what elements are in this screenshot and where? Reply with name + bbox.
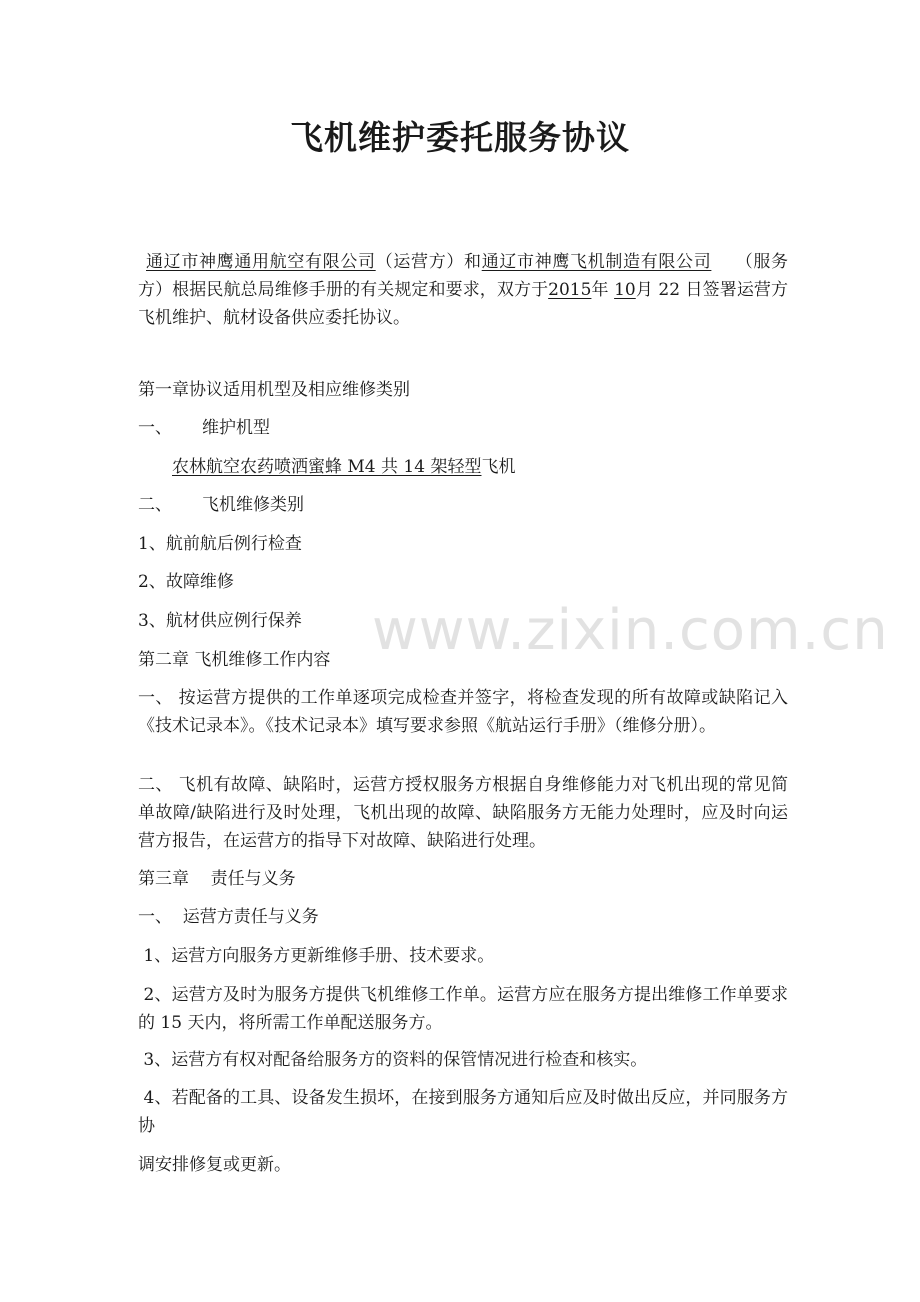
document-title: 飞机维护委托服务协议 (290, 118, 630, 157)
chapter1-section1: 一、 维护机型 (138, 418, 270, 438)
chapter1-section2: 二、 飞机维修类别 (138, 495, 304, 515)
duty-item-1: 1、运营方向服务方更新维修手册、技术要求。 (138, 946, 495, 966)
duty-item-4-continuation: 调安排修复或更新。 (138, 1155, 291, 1175)
sign-month: 10 (614, 280, 636, 300)
chapter3-heading: 第三章 责任与义务 (138, 869, 296, 889)
maintenance-category-2: 2、故障维修 (138, 572, 234, 592)
intro-paragraph: 通辽市神鹰通用航空有限公司（运营方）和通辽市神鹰飞机制造有限公司 （服务方）根据民航总局维修手册的有关规定和要求，双方于2015年 10月 22 日签署运营方飞机维护、航材设备供应委托协议。 (138, 252, 789, 328)
maintenance-category-1: 1、航前航后例行检查 (138, 534, 302, 554)
maintenance-category-3: 3、航材供应例行保养 (138, 611, 302, 631)
duty-item-2: 2、运营方及时为服务方提供飞机维修工作单。运营方应在服务方提出维修工作单要求的 15 天内，将所需工作单配送服务方。 (138, 985, 788, 1033)
chapter1-heading: 第一章协议适用机型及相应维修类别 (138, 380, 410, 400)
chapter2-paragraph-2: 二、 飞机有故障、缺陷时，运营方授权服务方根据自身维修能力对飞机出现的常见简单故障/缺陷进行及时处理，飞机出现的故障、缺陷服务方无能力处理时，应及时向运营方报告，在运营方的指导下对故障、缺陷进行处理。 (138, 775, 788, 851)
duty-item-3: 3、运营方有权对配备给服务方的资料的保管情况进行检查和核实。 (138, 1050, 648, 1070)
service-company: 通辽市神鹰飞机制造有限公司 (481, 252, 712, 272)
chapter3-section1: 一、 运营方责任与义务 (138, 907, 319, 927)
chapter2-paragraph-1: 一、 按运营方提供的工作单逐项完成检查并签字，将检查发现的所有故障或缺陷记入《技术记录本》。《技术记录本》填写要求参照《航站运行手册》（维修分册）。 (138, 688, 788, 736)
chapter2-heading: 第二章 飞机维修工作内容 (138, 650, 331, 670)
watermark: www.zixin.com.cn (372, 598, 889, 663)
aircraft-type: 农林航空农药喷洒蜜蜂 M4 共 14 架轻型飞机 (172, 457, 516, 477)
operator-company: 通辽市神鹰通用航空有限公司 (146, 252, 376, 272)
sign-year: 2015 (548, 280, 592, 300)
duty-item-4: 4、若配备的工具、设备发生损坏，在接到服务方通知后应及时做出反应，并同服务方协 (138, 1088, 788, 1136)
